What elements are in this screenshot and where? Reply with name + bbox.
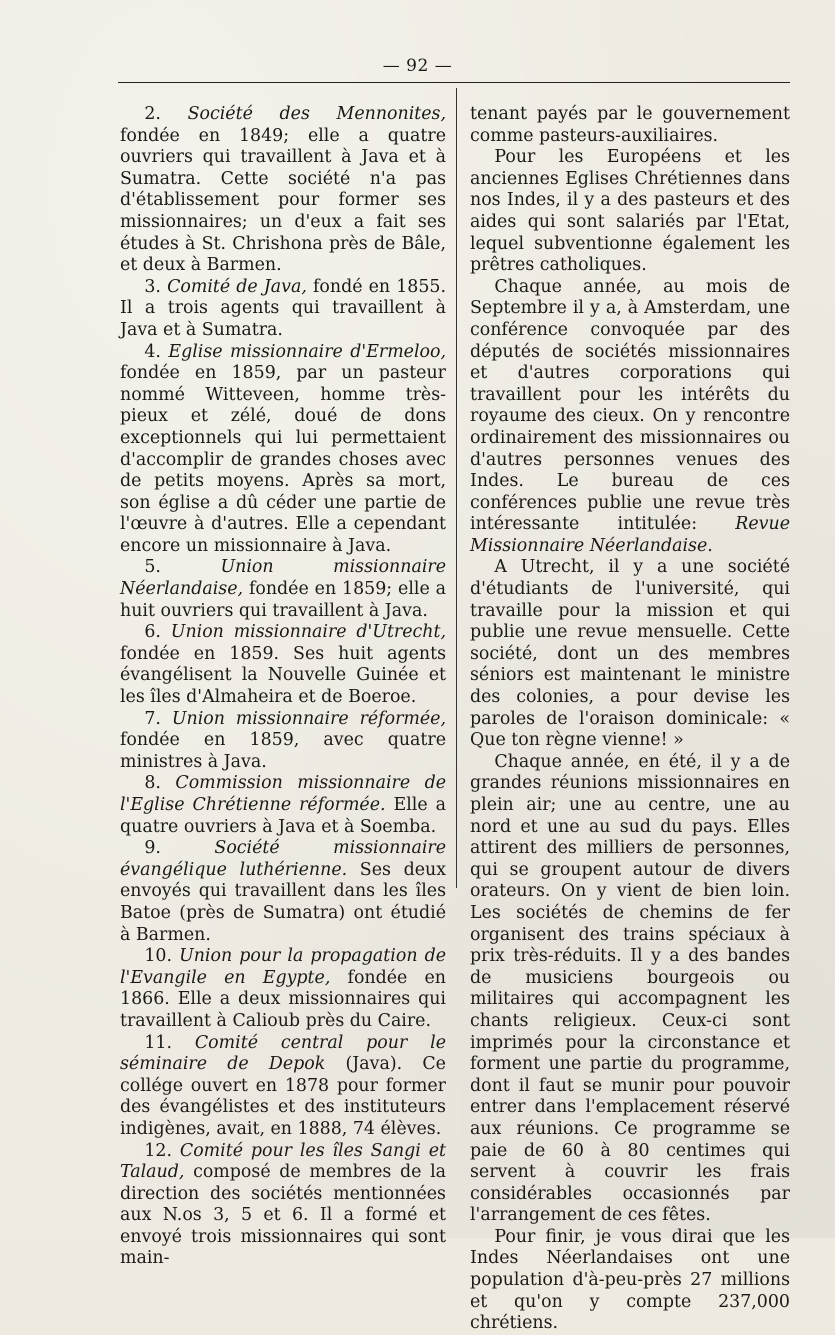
organization-name: Union missionnaire réformée, [171, 708, 446, 729]
organization-name: Commission missionnaire de l'Eglise Chrétienne réformée. [120, 773, 446, 815]
item-number: 7. [144, 708, 172, 729]
item-text: fondée en 1849; elle a quatre ouvriers qui travaillent à Java et à Sumatra. Cette société n'a pas d'établissement pour former ses missionnaires; un d'eux a fait ses études à St. Chrishona près de Bâle, et deux à Barmen. [120, 125, 446, 276]
item-text: Ses deux envoyés qui travaillent dans les îles Batoe (près de Sumatra) ont étudié à Barmen. [120, 859, 446, 945]
organization-name: Comité pour les îles Sangi et Talaud, [120, 1140, 446, 1183]
item-number: 12. [144, 1140, 180, 1161]
paragraph-conclusion: Pour finir, je vous dirai que les Indes Néerlandaises ont une population d'à-peu-près 27 millions et qu'on y compte 237,000 chrétiens. [470, 1226, 790, 1334]
organization-name: Union pour la propagation de l'Evangile en Egypte, [120, 946, 446, 988]
page-number: — 92 — [382, 56, 453, 76]
list-item-11 [120, 1033, 446, 1141]
item-number: 2. [144, 104, 188, 124]
item-text: fondé en 1855. Il a trois agents qui travaillent à Java et à Sumatra. [120, 276, 446, 340]
list-item-9 [120, 838, 446, 946]
organization-name: Société missionnaire évangélique luthérienne. [120, 838, 447, 880]
list-item-10 [120, 946, 446, 1032]
item-number: 5. [144, 557, 221, 578]
organization-name: Comité de Java, [167, 276, 307, 297]
revue-title: Revue Missionnaire Néerlandaise. [470, 514, 790, 556]
item-number: 9. [144, 838, 215, 859]
item-number: 8. [144, 773, 176, 794]
item-text: fondée en 1859, avec quatre ministres à Java. [120, 730, 446, 772]
paragraph-utrecht: A Utrecht, il y a une société d'étudiants de l'université, qui travaille pour la mission et qui publie une revue mensuelle. Cette société, dont un des membres séniors est maintenant le ministre des colonies, a pour devise les paroles de l'oraison dominicale: « Que ton règne vienne! » [470, 557, 790, 751]
continued-paragraph: tenant payés par le gouvernement comme pasteurs-auxiliaires. [470, 104, 790, 146]
item-text: fondée en 1859, par un pasteur nommé Witteveen, homme très-pieux et zélé, doué de dons exceptionnels qui lui permettaient d'accomplir de grandes choses avec de petits moyens. Après sa mort, son église a dû céder une partie de l'œuvre à d'autres. Elle a cependant encore un missionnaire à Java. [120, 363, 446, 556]
left-column [120, 104, 446, 1270]
item-text: composé de membres de la direction des sociétés mentionnées aux N.os 3, 5 et 6. Il a formé et envoyé trois missionnaires qui sont main- [120, 1162, 446, 1269]
item-number: 6. [144, 622, 171, 643]
list-item-4 [120, 342, 446, 558]
organization-name: Union missionnaire Néerlandaise, [120, 557, 446, 600]
paragraph-conference [470, 277, 790, 558]
header-rule [118, 82, 790, 83]
list-item-7 [120, 709, 446, 774]
list-item-2 [120, 104, 446, 277]
item-number: 4. [144, 341, 169, 362]
list-item-8 [120, 773, 446, 838]
item-text: Elle a quatre ouvriers à Java et à Soemba. [120, 795, 446, 837]
item-text: fondée en 1859; elle a huit ouvriers qui travaillent à Java. [120, 579, 446, 621]
item-text: fondée en 1859. Ses huit agents évangélisent la Nouvelle Guinée et les îles d'Almaheira et de Boeroe. [120, 643, 446, 708]
item-number: 3. [144, 276, 168, 297]
list-item-3 [120, 277, 446, 342]
item-number: 11. [144, 1032, 195, 1053]
item-text: (Java). Ce collége ouvert en 1878 pour former des évangélistes et des instituteurs indigènes, avait, en 1888, 74 élèves. [120, 1054, 446, 1139]
paragraph-text: Chaque année, au mois de Septembre il y a, à Amsterdam, une conférence convoquée par des députés de sociétés missionnaires et d'autres corporations qui travaillent pour les intérêts du royaume des cieux. On y rencontre ordinairement des missionnaires ou d'autres personnes venues des Indes. Le bureau de ces conférences publie une revue très intéressante intitulée: [470, 276, 790, 535]
list-item-5 [120, 557, 446, 622]
paragraph-reunions: Chaque année, en été, il y a de grandes réunions missionnaires en plein air; une au centre, une au nord et une au sud du pays. Elles attirent des milliers de personnes, qui se groupent autour de divers orateurs. On y vient de bien loin. Les sociétés de chemins de fer organisent des trains spéciaux à prix très-réduits. Il y a des bandes de musiciens bourgeois ou militaires qui accompagnent les chants religieux. Ceux-ci sont imprimés pour la circonstance et forment une partie du programme, dont il faut se munir pour pouvoir entrer dans l'emplacement réservé aux réunions. Ce programme se paie de 60 à 80 centimes qui servent à couvrir les frais considérables occasionnés par l'arrangement de ces fêtes. [470, 751, 790, 1226]
organization-name: Union missionnaire d'Utrecht, [170, 622, 446, 643]
organization-name: Comité central pour le séminaire de Depok [120, 1032, 446, 1075]
organization-name: Société des Mennonites, [187, 104, 446, 124]
item-number: 10. [144, 946, 180, 967]
list-item-6 [120, 622, 446, 708]
column-divider [456, 88, 457, 888]
paragraph-europeans: Pour les Européens et les anciennes Eglises Chrétiennes dans nos Indes, il y a des pasteurs et des aides qui sont salariés par l'Etat, lequel subventionne également les prêtres catholiques. [470, 147, 790, 276]
item-text: fondée en 1866. Elle a deux missionnaires qui travaillent à Calioub près du Caire. [120, 967, 446, 1031]
list-item-12 [120, 1141, 446, 1271]
organization-name: Eglise missionnaire d'Ermeloo, [168, 341, 447, 362]
right-column [470, 104, 790, 1335]
